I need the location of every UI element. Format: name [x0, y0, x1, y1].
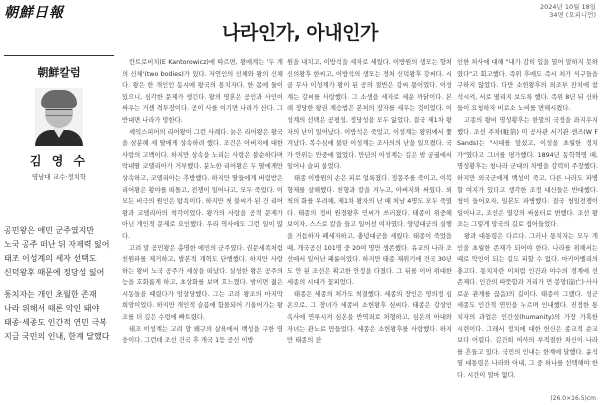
author-name: 김 영 수	[29, 154, 89, 168]
body-paragraph: 태종은 세종의 처가도 척결했다. 세종의 장인은 영의정 심온으로, 그 장녀가 세종비 소헌왕후 심씨다. 태종은 강상인 옥사에 연루시켜 심온을 반역죄로 처형하고, 심온의 아내와 자녀는 관노로 만들었다. 세종은 소헌왕후를 사랑했다. 하지만 태종의 잔	[287, 290, 452, 345]
body-column-3	[457, 57, 598, 382]
author-photo	[35, 88, 83, 146]
author-title: 영남대 교수·정치학	[31, 173, 87, 181]
body-column-1	[122, 57, 283, 347]
author-sidebar	[0, 55, 118, 181]
column-label: 朝鮮칼럼	[37, 66, 81, 79]
publication-date: 2024년 10월 18일	[539, 3, 596, 11]
body-paragraph: 칸트로비치(E Kantorowicz)에 따르면, 왕에게는 '두 개의 신체'(two bodies)가 있다. 자연인의 신체와 왕의 신체다. 왕은 한 개인인 동시에 왕국의 통치자다. 한 몸에 둘이 있으니, 심각한 문제가 생긴다. 왕의 영혼은 공인과 사인이 싸우는 거센 격투장이다. 공이 사를 이기면 나라가 산다. 그 반대면 나라가 망한다.	[122, 59, 283, 124]
summary-line: 태조 이성계의 세자 선택도	[4, 254, 97, 263]
body-paragraph: 태조 이성계는 고려 말 왜구의 살육에서 백성을 구한 영웅이다. 그런데 조선 건국 후 개국 1등 공신 이방	[122, 325, 283, 345]
body-column-2	[287, 57, 452, 347]
body-paragraph: 셰익스피어의 리어왕이 그런 사례다. 늙은 리어왕은 왕국을 삼분해 세 딸에게 상속하려 했다. 조건은 아버지에 대한 사랑의 고백이다. 하지만 상속을 노리는 사랑은 불순하다며 막내딸 코델리아가 거부했다. 분노한 리어왕은 두 딸에게만 상속하고, 코델리아는 추방했다. 하지만 딸들에게 버림받은 리어왕은 황야를 떠돌고, 전쟁이 일어나고, 모두 죽었다. 이 모든 비극의 원인은 탐욕이다. 하지만 첫 불씨가 된 건 리어왕과 코델리아의 착각이었다. 왕가의 사랑을 공적 문제가 아닌 개인적 문제로 오인했다. 우리 역사에도 그런 일이 많다.	[122, 128, 283, 240]
summary-line: 지금 국민의 인내, 한계 달했다	[4, 332, 110, 341]
summary-line: 공민왕은 애민 군주였지만	[4, 226, 95, 235]
newspaper-masthead: 朝鮮日報	[4, 5, 64, 21]
article-summary	[4, 224, 118, 344]
dateline	[540, 3, 596, 19]
body-paragraph: 고종의 왕비 명성황후는 한말의 국정을 좌지우지했다. 조선 주차(駐箚) 미 공사관 서기관 샌즈(W F Sands)는 "시대를 앞섰고, 이성을 초월한 정치가"였다고 그녀를 평가했다. 1894년 동학혁명 때, 명성황후는 청나라 군대의 차병을 강력히 주장했다. 하지만 외국군에게 백성이 죽고, 다른 나라도 파병할 여지가 있다고 생각한 조정 대신들은 반대했다. 청이 들어오자, 일본도 파병했다. 결국 청일전쟁이 일어나고, 조선은 열강의 싸움터로 변했다. 조선 왕조는 그렇게 망국의 길로 접어들었다.	[457, 116, 598, 229]
summary-line: 나라 위해서 때론 악인 돼야	[4, 304, 100, 313]
body-paragraph: 왕과 대통령은 다르다. 그러나 통치자는 모두 개인을 초월한 존재가 되어야 한다. 나라를 위해서는 때로 악인이 되는 길도 피할 수 없다. 마키아벨리의 충고다. 통치자란 이처럼 인간과 야수의 경계에 선 존재다. 인간의 따뜻함과 거리가 먼 봉망(崩亡)·사사로운 관계를 끊음)의 길이다. 태종이 그랬다. 성군 세종도 인간적 연민을 누르며 인내했다. 진정한 통치자의 과업은 인간성(humanity)의 가장 가혹한 시련이다. 그래서 정치에 대한 헌신은 종교적 순교보다 어렵다. 김건희 여사의 부적절한 처신이 나라를 흔들고 있다. 국민의 인내는 한계에 달했다. 윤석열 대통령은 나라와 아내, 그 중 하나를 선택해야 한다. 시간이 얼마 없다.	[457, 232, 599, 380]
summary-line: 태종·세종도 인간적 연민 극복	[4, 318, 107, 327]
article-size-note: (26.0×16.5)cm	[550, 395, 596, 402]
body-paragraph: 태종 이방원의 손은 피로 얼룩졌다. 정몽주를 죽이고, 이복형제를 살해했다. 친형과 칼을 겨누고, 아버지와 싸웠다. 외척의 화를 우려해, 제1차 왕자의 난 때 처남 4명도 모두 죽였다. 태종의 정비 원경왕후 민씨가 쓰러졌다. 태종이 위중해 보이자, 스스로 칼을 들고 일어선 여자였다. 양녕대군의 실행을 거듭하자 폐세자하고, 충녕대군을 세웠다. 태종이 죽었을 때, 개국공신 101명 중 20여 명만 생존했다. 유교의 나라 조선에서 일어난 패륜이었다. 하지만 태종 재위기에 건국 30년도 안 된 조선은 확고한 안정을 다졌다. 그 뒤를 이어 위대한 세종의 시대가 꽃피었다.	[287, 174, 452, 287]
body-paragraph: 원을 내치고, 이방석을 세자로 세웠다. 이방원의 생모는 향처 신의왕후 한씨고, 이방석의 생모는 경처 신덕왕후 강씨다. 시골 무사 이성계가 왕이 된 공의 절반은 강씨 몫이었다. 이성계는 강씨를 사랑했다. 그 소생을 세자로 세운 까닭이다. 본래 정당한 왕권 계승법은 본처의 장자를 세우는 것이었다. 이성계의 선택은 공평성, 정당성을 모두 잃었다. 결국 제1차 왕자의 난이 일어났다. 이방석은 죽었고, 이성계는 왕위에서 쫓겨났다. 복수심에 불탄 이성계는 조사의의 난을 일으켰다. 국가 안위는 안중에 없었다. 만년의 이성계는 깊은 밤 궁궐에서 일어나 슬피 울었다.	[287, 59, 452, 171]
body-paragraph: 인한 처사에 대해 "내가 감히 입을 열어 말하지 못하였다"고 회고했다. 즉위 후에도 즉시 처가 식구들을 구하지 않았다. 다만 소헌왕후의 외조부 잔치에 참석시켜, 서로 떨리지 보도록 했다. 즉위 8년 뒤 신하들이 요청하자 비로소 노비를 면해시켰다.	[457, 59, 598, 113]
page-section: 34면 (오피니언)	[549, 11, 596, 19]
divider	[4, 55, 114, 56]
summary-line: 신덕왕후 때문에 정당성 잃어	[4, 268, 105, 277]
body-paragraph: 고려 말 공민왕은 총명한 애민의 군주였다. 권문세족처럼 친원파를 제거하고, 발본적 개혁도 단행했다. 하지만 사랑하는 왕비 노국 공주가 세상을 떠났다. 실성한 왕은 공주의 능을 호화롭게 하고, 초상화를 보며 흐느꼈다. 밤이면 젊은 시동들을 때렸다가 암살당했다. 그는 고려 왕조의 마지막 희망이었다. 하지만 개인적 슬픔에 함몰되어 기울어가는 왕조를 더 깊은 수렁에 빠트렸다.	[122, 244, 283, 322]
article-headline: 나라인가, 아내인가	[222, 22, 378, 44]
summary-line: 통치자는 개인 초월한 존재	[4, 290, 97, 299]
summary-line: 노국 공주 떠난 뒤 자제력 잃어	[4, 240, 110, 249]
